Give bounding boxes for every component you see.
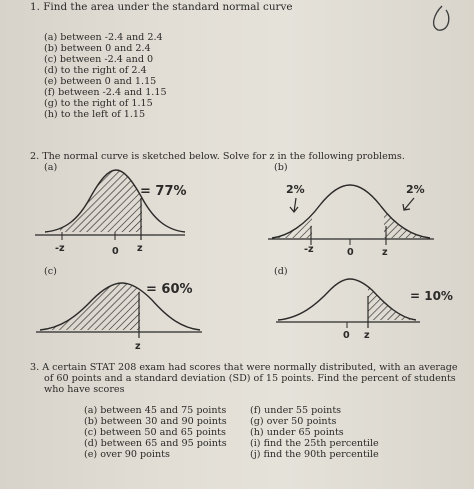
ink-scribble xyxy=(434,6,449,30)
q1-item-h: (h) to the left of 1.15 xyxy=(44,109,146,120)
q1-item-e: (e) between 0 and 1.15 xyxy=(44,76,157,87)
hand-note-a: = 77% xyxy=(140,184,187,199)
q3-right-item-f: (f) under 55 points xyxy=(250,405,342,416)
hand-note-d: = 10% xyxy=(410,289,453,303)
q3-left-item-d: (d) between 65 and 95 points xyxy=(84,438,227,449)
q1-item-c: (c) between -2.4 and 0 xyxy=(44,54,154,65)
hand-note-c: = 60% xyxy=(146,282,193,297)
curve-d xyxy=(276,279,420,328)
q1-item-f: (f) between -2.4 and 1.15 xyxy=(44,87,167,98)
axis-b-neg-z: -z xyxy=(304,244,314,255)
q3-text-line-3: who have scores xyxy=(44,384,125,395)
axis-d-zero: 0 xyxy=(343,330,350,341)
q1-item-a: (a) between -2.4 and 2.4 xyxy=(44,32,163,43)
axis-a-z: z xyxy=(137,243,143,254)
q3-right-item-i: (i) find the 25th percentile xyxy=(250,438,379,449)
hand-note-b-right: 2% xyxy=(406,183,425,196)
axis-a-neg-z: -z xyxy=(55,243,65,254)
axis-b-z: z xyxy=(382,247,388,258)
q3-right-item-j: (j) find the 90th percentile xyxy=(250,449,379,460)
axis-a-zero: 0 xyxy=(112,246,119,257)
q3-right-item-g: (g) over 50 points xyxy=(250,416,337,427)
q3-right-item-h: (h) under 65 points xyxy=(250,427,344,438)
q3-left-item-a: (a) between 45 and 75 points xyxy=(84,405,227,416)
q1-item-g: (g) to the right of 1.15 xyxy=(44,98,153,109)
q1-item-b: (b) between 0 and 2.4 xyxy=(44,43,151,54)
axis-b-zero: 0 xyxy=(347,247,354,258)
axis-c-z: z xyxy=(135,341,141,352)
q3-left-item-c: (c) between 50 and 65 points xyxy=(84,427,226,438)
q2-label-a: (a) xyxy=(44,162,58,173)
q3-text-line-2: of 60 points and a standard deviation (SD) of 15 points. Find the percent of students xyxy=(44,373,456,384)
q2-label-c: (c) xyxy=(44,266,57,277)
hand-note-b-left: 2% xyxy=(286,183,305,196)
q3-left-item-e: (e) over 90 points xyxy=(84,449,170,460)
q1-title: 1. Find the area under the standard normal curve xyxy=(30,1,293,13)
axis-d-z: z xyxy=(364,330,370,341)
curve-a xyxy=(35,170,185,240)
q2-label-d: (d) xyxy=(274,266,288,277)
q2-label-b: (b) xyxy=(274,162,288,173)
q3-left-item-b: (b) between 30 and 90 points xyxy=(84,416,227,427)
q1-item-d: (d) to the right of 2.4 xyxy=(44,65,147,76)
q2-title: 2. The normal curve is sketched below. Solve for z in the following problems. xyxy=(30,151,405,162)
q3-text-line-1: 3. A certain STAT 208 exam had scores that were normally distributed, with an average xyxy=(30,362,458,373)
